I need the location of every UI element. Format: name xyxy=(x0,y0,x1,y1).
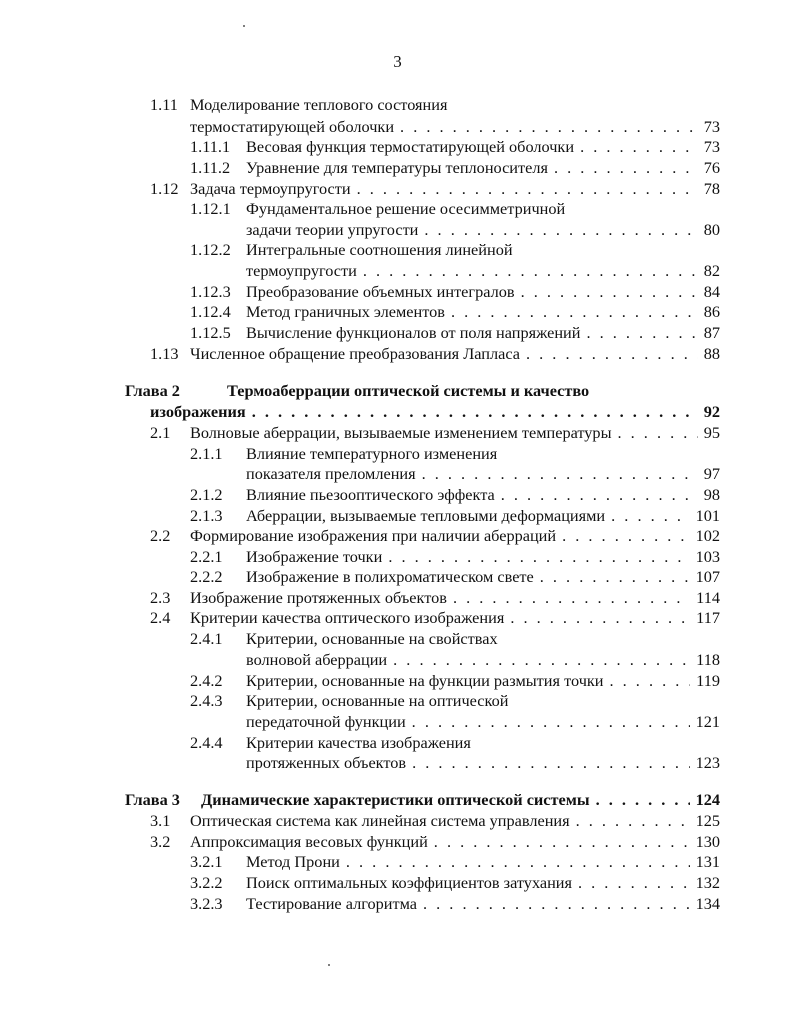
toc-entry xyxy=(150,525,720,547)
entry-number: 2.4 xyxy=(150,608,171,627)
entry-title: волновой аберрации xyxy=(246,650,388,669)
entry-title: Критерии качества изображения xyxy=(246,733,471,752)
dot-leader xyxy=(605,505,689,527)
toc-entry xyxy=(190,505,720,527)
chapter-number: Глава 2 xyxy=(125,381,180,400)
entry-page: 98 xyxy=(703,485,720,504)
entry-title: Влияние температурного изменения xyxy=(246,444,498,463)
entry-title: задачи теории упругости xyxy=(246,220,419,239)
entry-page: 82 xyxy=(703,261,720,280)
entry-page: 86 xyxy=(703,302,720,321)
entry-title: показателя преломления xyxy=(246,464,416,483)
entry-title: Критерии качества оптического изображения xyxy=(190,608,505,627)
entry-title: Метод граничных элементов xyxy=(246,302,445,321)
entry-title: Критерии, основанные на функции размытия точки xyxy=(246,671,604,690)
toc-entry xyxy=(150,94,720,116)
dot-leader xyxy=(416,463,698,485)
entry-number: 2.1.1 xyxy=(190,444,223,463)
toc-entry xyxy=(190,322,720,344)
entry-title: Моделирование теплового состояния xyxy=(190,95,448,114)
chapter-title: изображения xyxy=(150,402,246,421)
entry-page: 131 xyxy=(695,852,720,871)
dot-leader xyxy=(604,670,691,692)
entry-title: Аппроксимация весовых функций xyxy=(190,832,428,851)
entry-number: 1.11.1 xyxy=(190,137,231,156)
entry-number: 3.2.2 xyxy=(190,873,223,892)
toc-entry xyxy=(190,116,720,138)
entry-title: Волновые аберрации, вызываемые изменением температуры xyxy=(190,423,612,442)
chapter-title: Динамические характеристики оптической системы xyxy=(201,790,590,809)
dot-leader xyxy=(394,116,698,138)
entry-title: Критерии, основанные на свойствах xyxy=(246,629,498,648)
toc-entry xyxy=(190,136,720,158)
entry-number: 1.12.4 xyxy=(190,302,231,321)
toc-entry xyxy=(190,893,720,915)
entry-page: 78 xyxy=(703,179,720,198)
entry-number: 2.4.4 xyxy=(190,733,223,752)
toc-entry xyxy=(150,810,720,832)
entry-page: 87 xyxy=(703,323,720,342)
dot-leader xyxy=(406,752,689,774)
entry-number: 2.1 xyxy=(150,423,171,442)
toc-entry xyxy=(190,628,720,650)
entry-page: 134 xyxy=(695,894,720,913)
page-number: 3 xyxy=(393,52,402,71)
entry-title: Весовая функция термостатирующей оболочки xyxy=(246,137,575,156)
scan-speck xyxy=(328,964,330,966)
entry-title: термоупругости xyxy=(246,261,357,280)
toc-entry xyxy=(150,178,720,200)
toc-entry xyxy=(190,732,720,754)
dot-leader xyxy=(417,893,690,915)
entry-page: 132 xyxy=(695,873,720,892)
entry-number: 3.2.1 xyxy=(190,852,223,871)
dot-leader xyxy=(428,831,690,853)
entry-title: Оптическая система как линейная система управления xyxy=(190,811,570,830)
toc-entry xyxy=(190,670,720,692)
entry-title: Уравнение для температуры теплоносителя xyxy=(246,158,548,177)
entry-page: 118 xyxy=(696,650,720,669)
entry-title: Аберрации, вызываемые тепловыми деформациями xyxy=(246,506,606,525)
chapter-title: Термоаберрации оптической системы и качество xyxy=(227,381,590,400)
entry-number: 2.4.2 xyxy=(190,671,223,690)
entry-page: 125 xyxy=(695,811,720,830)
dot-leader xyxy=(534,566,690,588)
dot-leader xyxy=(520,343,698,365)
entry-title: Численное обращение преобразования Лапласа xyxy=(190,344,521,363)
toc-entry xyxy=(190,443,720,465)
entry-page: 84 xyxy=(703,282,720,301)
entry-page: 103 xyxy=(695,547,720,566)
dot-leader xyxy=(406,711,690,733)
entry-number: 3.2 xyxy=(150,832,171,851)
entry-number: 1.11 xyxy=(150,95,178,114)
dot-leader xyxy=(387,649,690,671)
entry-page: 73 xyxy=(703,117,720,136)
entry-number: 1.12.5 xyxy=(190,323,231,342)
entry-number: 2.4.1 xyxy=(190,629,223,648)
entry-page: 114 xyxy=(696,588,720,607)
dot-leader xyxy=(572,872,690,894)
toc-entry xyxy=(246,649,720,671)
entry-number: 3.1 xyxy=(150,811,171,830)
chapter-heading xyxy=(125,789,720,811)
dot-leader xyxy=(351,178,698,200)
entry-title: Изображение точки xyxy=(246,547,383,566)
entry-title: Тестирование алгоритма xyxy=(246,894,418,913)
toc-entry xyxy=(190,239,720,261)
entry-page: 117 xyxy=(696,608,720,627)
entry-page: 95 xyxy=(703,423,720,442)
chapter-page: 124 xyxy=(695,790,720,809)
toc-entry xyxy=(190,872,720,894)
chapter-heading xyxy=(150,401,720,423)
dot-leader xyxy=(418,219,697,241)
toc-entry xyxy=(190,566,720,588)
toc-entry xyxy=(190,198,720,220)
entry-page: 123 xyxy=(695,753,720,772)
entry-number: 1.12.3 xyxy=(190,282,231,301)
dot-leader xyxy=(340,851,690,873)
entry-number: 1.12.1 xyxy=(190,199,231,218)
entry-page: 102 xyxy=(695,526,720,545)
toc-entry xyxy=(190,484,720,506)
toc-entry xyxy=(150,607,720,629)
dot-leader xyxy=(504,607,690,629)
entry-title: Поиск оптимальных коэффициентов затухания xyxy=(246,873,573,892)
dot-leader xyxy=(246,401,698,423)
entry-page: 88 xyxy=(703,344,720,363)
entry-page: 107 xyxy=(695,567,720,586)
entry-title: Изображение протяженных объектов xyxy=(190,588,447,607)
toc-entry xyxy=(190,690,720,712)
dot-leader xyxy=(590,789,690,811)
entry-number: 1.13 xyxy=(150,344,179,363)
entry-number: 1.11.2 xyxy=(190,158,231,177)
dot-leader xyxy=(570,810,690,832)
dot-leader xyxy=(445,301,698,323)
dot-leader xyxy=(357,260,698,282)
entry-title: передаточной функции xyxy=(246,712,406,731)
chapter-page: 92 xyxy=(703,402,720,421)
dot-leader xyxy=(612,422,698,444)
scan-speck xyxy=(243,25,245,27)
entry-number: 2.2.1 xyxy=(190,547,223,566)
entry-number: 2.2 xyxy=(150,526,171,545)
entry-page: 130 xyxy=(695,832,720,851)
toc-entry xyxy=(246,752,720,774)
toc-entry xyxy=(150,343,720,365)
entry-page: 119 xyxy=(696,671,720,690)
toc-entry xyxy=(246,219,720,241)
toc-entry xyxy=(246,463,720,485)
entry-title: термостатирующей оболочки xyxy=(190,117,395,136)
dot-leader xyxy=(556,525,689,547)
entry-title: Преобразование объемных интегралов xyxy=(246,282,515,301)
toc-entry xyxy=(190,157,720,179)
entry-number: 2.1.2 xyxy=(190,485,223,504)
entry-page: 76 xyxy=(703,158,720,177)
toc-entry xyxy=(190,851,720,873)
entry-title: Задача термоупругости xyxy=(190,179,351,198)
dot-leader xyxy=(580,322,697,344)
entry-title: Формирование изображения при наличии аберраций xyxy=(190,526,557,545)
entry-number: 2.2.2 xyxy=(190,567,223,586)
dot-leader xyxy=(495,484,698,506)
toc-entry xyxy=(150,587,720,609)
entry-title: Изображение в полихроматическом свете xyxy=(246,567,534,586)
entry-title: Критерии, основанные на оптической xyxy=(246,691,509,710)
toc-entry xyxy=(190,546,720,568)
dot-leader xyxy=(574,136,698,158)
entry-title: протяженных объектов xyxy=(246,753,407,772)
toc-entry xyxy=(190,281,720,303)
toc-entry xyxy=(246,260,720,282)
chapter-number: Глава 3 xyxy=(125,790,180,809)
dot-leader xyxy=(515,281,698,303)
entry-page: 97 xyxy=(703,464,720,483)
entry-number: 3.2.3 xyxy=(190,894,223,913)
toc-entry xyxy=(246,711,720,733)
chapter-heading xyxy=(125,380,720,402)
entry-number: 1.12.2 xyxy=(190,240,231,259)
entry-title: Влияние пьезооптического эффекта xyxy=(246,485,495,504)
toc-entry xyxy=(190,301,720,323)
entry-page: 73 xyxy=(703,137,720,156)
toc-entry xyxy=(150,422,720,444)
entry-number: 1.12 xyxy=(150,179,179,198)
entry-title: Фундаментальное решение осесимметричной xyxy=(246,199,566,218)
entry-page: 121 xyxy=(695,712,720,731)
entry-title: Интегральные соотношения линейной xyxy=(246,240,513,259)
toc-entry xyxy=(150,831,720,853)
entry-title: Метод Прони xyxy=(246,852,340,871)
entry-page: 80 xyxy=(703,220,720,239)
entry-title: Вычисление функционалов от поля напряжений xyxy=(246,323,581,342)
dot-leader xyxy=(548,157,698,179)
dot-leader xyxy=(382,546,689,568)
entry-number: 2.4.3 xyxy=(190,691,223,710)
dot-leader xyxy=(447,587,690,609)
entry-page: 101 xyxy=(695,506,720,525)
entry-number: 2.1.3 xyxy=(190,506,223,525)
entry-number: 2.3 xyxy=(150,588,171,607)
